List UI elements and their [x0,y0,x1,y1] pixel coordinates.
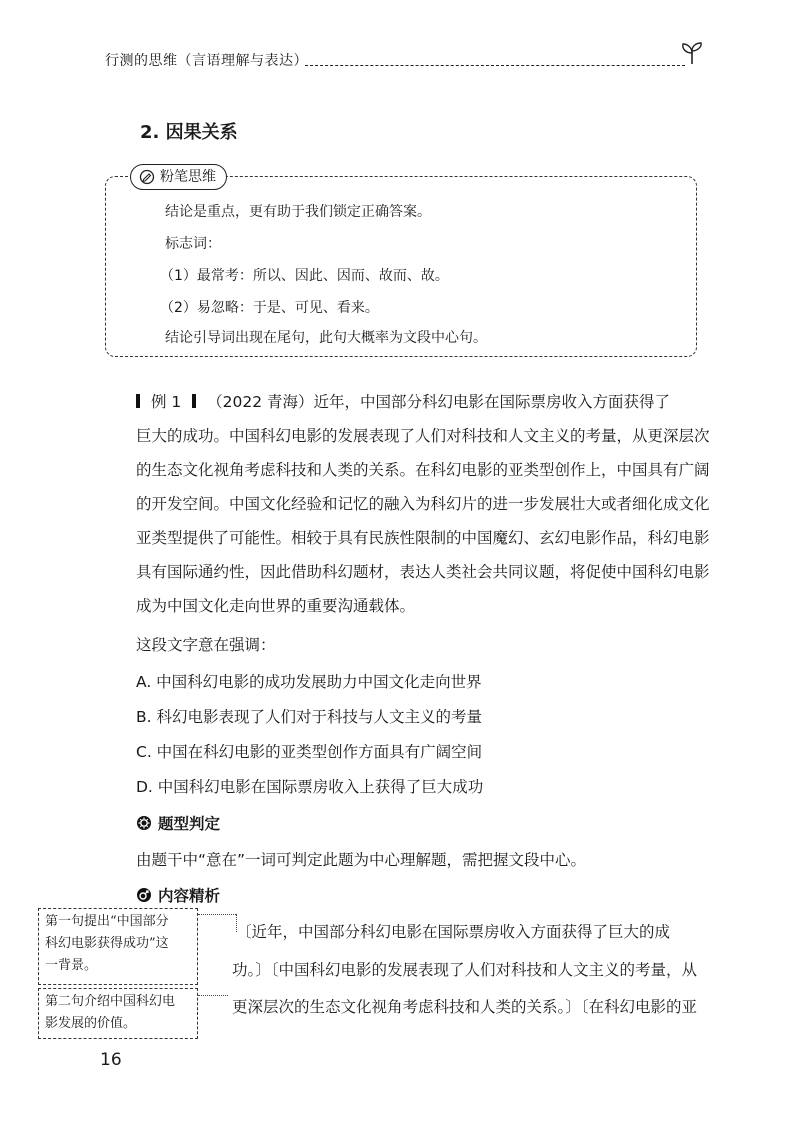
pencil-icon [139,169,155,185]
question-prompt: 这段文字意在强调： [136,636,276,654]
option-b: B. 科幻电影表现了人们对于科技与人文主义的考量 [136,708,482,726]
header-title: 行测的思维（言语理解与表达） [105,53,308,69]
note-line: 第二句介绍中国科幻电 [45,994,176,1009]
gear-icon [136,815,152,831]
example-line: 亚类型提供了可能性。相较于具有民族性限制的中国魔幻、玄幻电影作品，科幻电影 [136,529,710,547]
sprout-icon [679,40,705,66]
note-connector [198,995,228,996]
think-line: 结论是重点，更有助于我们锁定正确答案。 [165,204,431,220]
think-line: 结论引导词出现在尾句，此句大概率为文段中心句。 [165,330,487,346]
note-line: 第一句提出“中国部分 [45,914,169,929]
analysis-heading-label: 内容精析 [158,887,221,905]
judgement-text: 由题干中“意在”一词可判定此题为中心理解题，需把握文段中心。 [136,851,587,869]
analysis-heading [136,884,220,906]
judgement-heading-label: 题型判定 [158,815,221,833]
think-line: （2）易忽略：于是、可见、看来。 [160,300,379,316]
example-marker-left [136,394,140,408]
example-marker-right [192,394,196,408]
option-c: C. 中国在科幻电影的亚类型创作方面具有广阔空间 [136,743,483,761]
header-divider [305,65,685,66]
option-d: D. 中国科幻电影在国际票房收入上获得了巨大成功 [136,778,484,796]
example-line: 具有国际通约性，因此借助科幻题材，表达人类社会共同议题，将促使中国科幻电影 [136,563,710,581]
judgement-heading [136,812,220,834]
analysis-icon [136,887,152,903]
note-connector [198,914,236,915]
analysis-line: 更深层次的生态文化视角考虑科技和人类的关系。〕〔在科幻电影的亚 [232,998,698,1016]
annotation-note [38,988,198,1039]
example-line: 的生态文化视角考虑科技和人类的关系。在科幻电影的亚类型创作上，中国具有广阔 [136,461,710,479]
think-badge-label: 粉笔思维 [160,169,216,185]
analysis-line: 功。〕〔中国科幻电影的发展表现了人们对科技和人文主义的考量，从 [232,961,698,979]
analysis-line: 〔近年，中国部分科幻电影在国际票房收入方面获得了巨大的成 [236,923,671,941]
option-a: A. 中国科幻电影的成功发展助力中国文化走向世界 [136,673,482,691]
example-line: 的开发空间。中国文化经验和记忆的融入为科幻片的进一步发展壮大或者细化成文化 [136,495,710,513]
example-line: 成为中国文化走向世界的重要沟通载体。 [136,597,416,615]
note-line: 科幻电影获得成功”这 [45,936,169,951]
example-first-line [136,390,670,412]
think-badge [130,164,227,190]
section-title: 2. 因果关系 [140,122,238,143]
example-line: 巨大的成功。中国科幻电影的发展表现了人们对科技和人文主义的考量，从更深层次 [136,427,710,445]
think-line: 标志词： [165,236,221,252]
note-line: 一背景。 [45,958,98,973]
note-line: 影发展的价值。 [45,1016,137,1031]
think-line: （1）最常考：所以、因此、因而、故而、故。 [160,268,449,284]
annotation-note [38,908,198,985]
running-header [105,48,705,76]
example-label: 例 1 [150,393,182,411]
example-line: （2022 青海）近年，中国部分科幻电影在国际票房收入方面获得了 [207,393,670,411]
page-number: 16 [100,1050,122,1070]
